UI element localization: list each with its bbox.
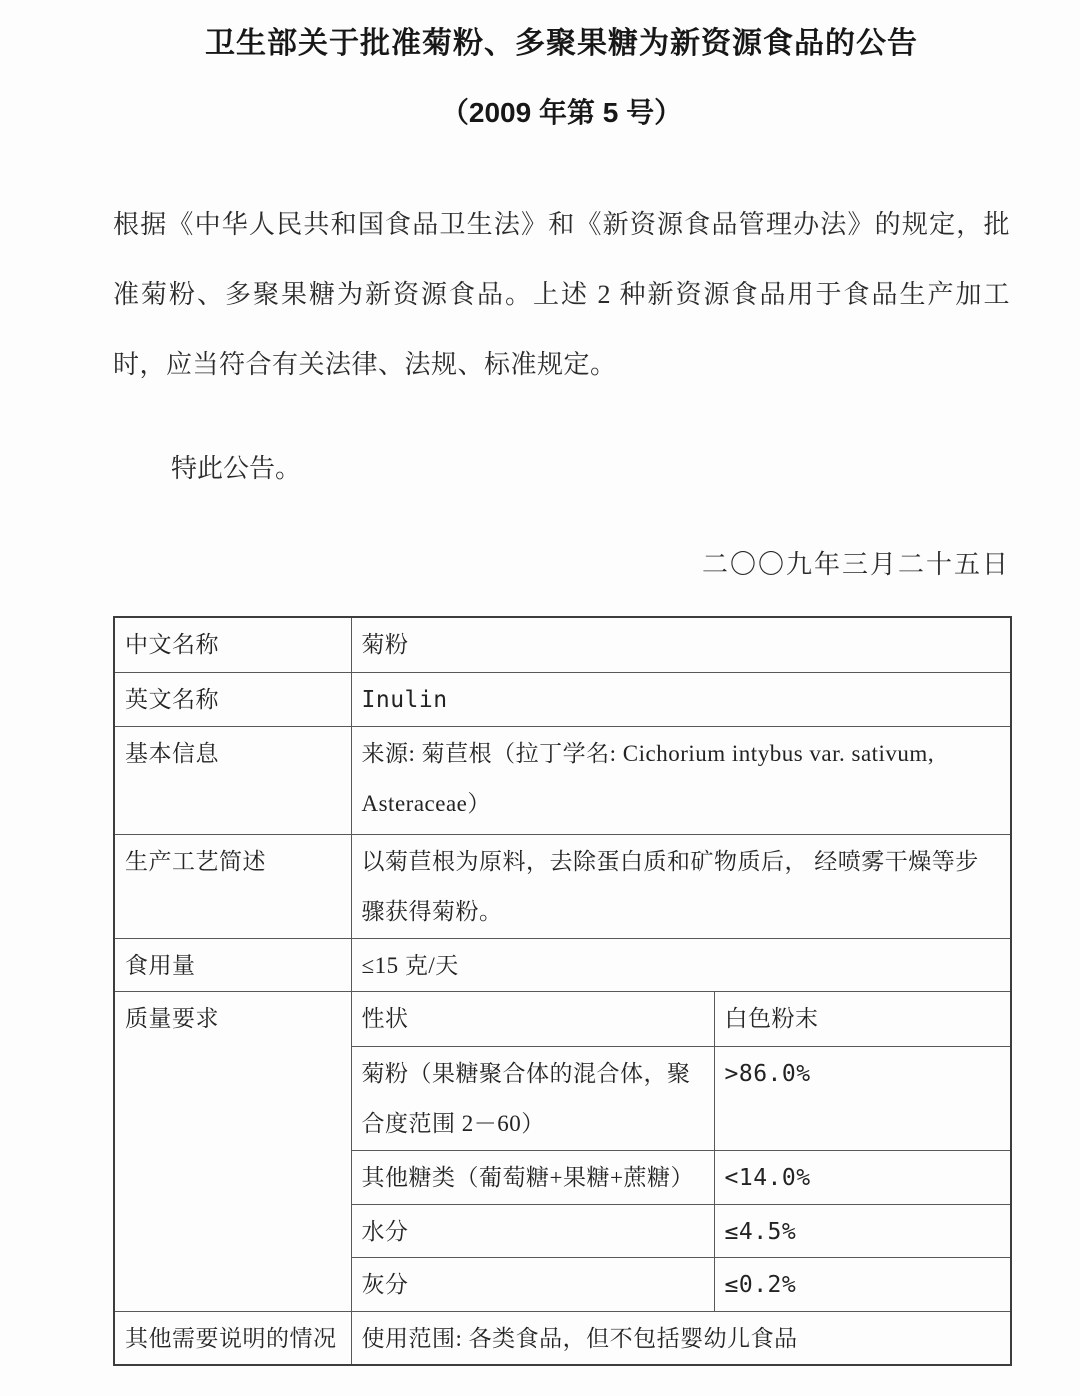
row-value-cell: 菊粉 (351, 617, 1011, 672)
page-title: 卫生部关于批准菊粉、多聚果糖为新资源食品的公告 (205, 27, 918, 60)
quality-name-cell: 水分 (351, 1204, 714, 1257)
closing-line: 特此公告。 (171, 454, 302, 483)
row-value-cell: 来源: 菊苣根（拉丁学名: Cichorium intybus var. sativum, Asteraceae） (351, 726, 1011, 834)
row-label-cell: 中文名称 (114, 617, 351, 672)
body-paragraph: 根据《中华人民共和国食品卫生法》和《新资源食品管理办法》的规定，批准菊粉、多聚果糖为新资源食品。上述 2 种新资源食品用于食品生产加工时，应当符合有关法律、法规、标准规定。 (113, 210, 1010, 379)
quality-name-cell: 性状 (351, 991, 714, 1046)
quality-name-cell: 灰分 (351, 1257, 714, 1311)
table-row-other-notes (114, 1311, 1011, 1365)
document-page (0, 24, 1080, 1396)
row-value-cell: ≤15 克/天 (351, 938, 1011, 991)
table-row-english-name (114, 672, 1011, 726)
quality-value-cell: 白色粉末 (714, 991, 1011, 1046)
row-label-cell: 英文名称 (114, 672, 351, 726)
table-row-chinese-name (114, 617, 1011, 672)
row-value-cell: 以菊苣根为原料，去除蛋白质和矿物质后， 经喷雾干燥等步骤获得菊粉。 (351, 834, 1011, 938)
issue-number: （2009 年第 5 号） (440, 97, 683, 128)
date-line: 二〇〇九年三月二十五日 (701, 550, 1010, 579)
product-table (113, 616, 1012, 1366)
row-label-cell: 食用量 (114, 938, 351, 991)
quality-name-cell: 菊粉（果糖聚合体的混合体，聚合度范围 2－60） (351, 1046, 714, 1150)
row-value-cell: Inulin (351, 672, 1011, 726)
quality-name-cell: 其他糖类（葡萄糖+果糖+蔗糖） (351, 1150, 714, 1204)
quality-value-cell: >86.0% (714, 1046, 1011, 1150)
quality-label-cell: 质量要求 (114, 991, 351, 1311)
table-row-daily-intake (114, 938, 1011, 991)
table-row-quality-appearance (114, 991, 1011, 1046)
quality-value-cell: ≤0.2% (714, 1257, 1011, 1311)
row-label-cell: 其他需要说明的情况 (114, 1311, 351, 1365)
quality-value-cell: ≤4.5% (714, 1204, 1011, 1257)
row-value-cell: 使用范围: 各类食品，但不包括婴幼儿食品 (351, 1311, 1011, 1365)
row-label-cell: 生产工艺简述 (114, 834, 351, 938)
table-row-basic-info (114, 726, 1011, 834)
table-row-production-process (114, 834, 1011, 938)
row-label-cell: 基本信息 (114, 726, 351, 834)
quality-value-cell: <14.0% (714, 1150, 1011, 1204)
